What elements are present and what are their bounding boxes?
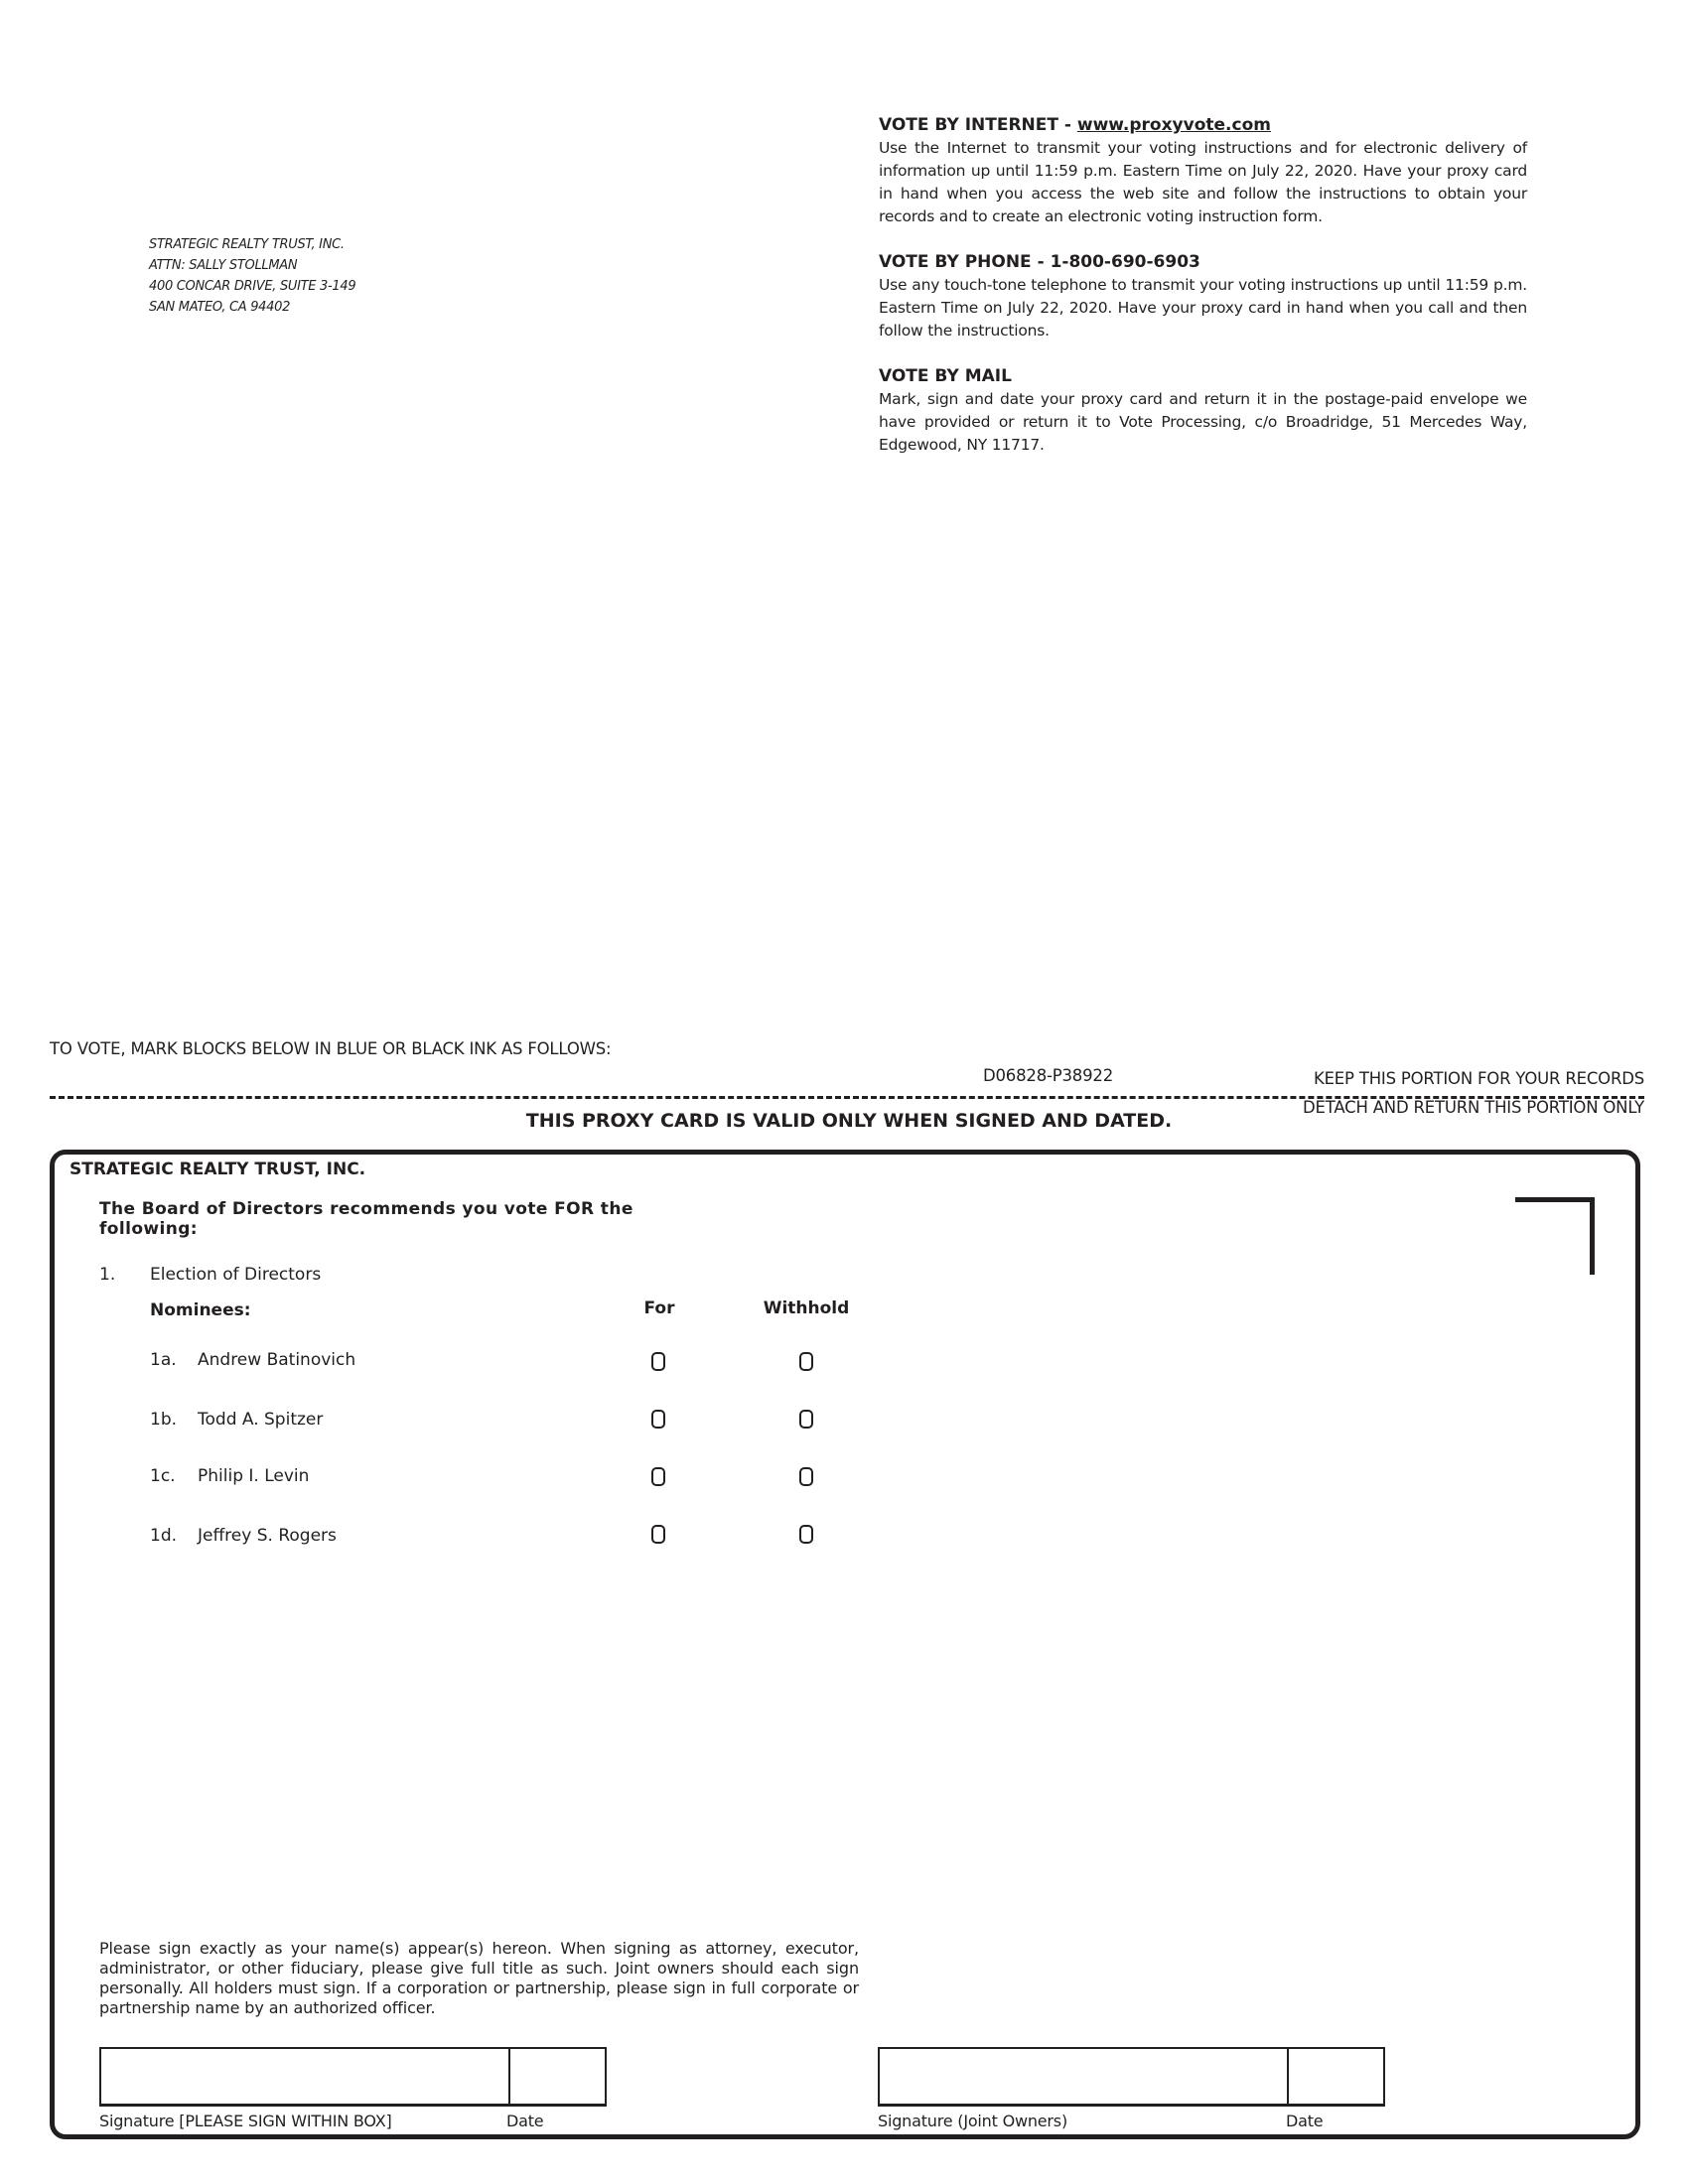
withhold-checkbox-1d[interactable]	[799, 1525, 813, 1544]
return-address	[149, 234, 355, 318]
nominee-number: 1b.	[150, 1410, 178, 1430]
signing-instructions: Please sign exactly as your name(s) appear(s) hereon. When signing as attorney, executor, administrator, or other fiduciary, please give full title as such. Joint owners should each sign personally. All holders must sign. If a corporation or partnership, please sign in full corporate or partnership name by an authorized officer.	[99, 1939, 859, 2017]
vote-phone-body: Use any touch-tone telephone to transmit your voting instructions up until 11:59 p.m. Eastern Time on July 22, 2020. Have your proxy card in hand when you call and then follow the instructions.	[879, 276, 1527, 340]
withhold-column-heading: Withhold	[763, 1298, 850, 1318]
for-checkbox-1b[interactable]	[651, 1410, 665, 1429]
board-recommendation: The Board of Directors recommends you vote FOR the following:	[99, 1199, 633, 1239]
date-field[interactable]	[510, 2049, 605, 2104]
vote-mail-body: Mark, sign and date your proxy card and return it in the postage-paid envelope we have provided or return it to Vote Processing, c/o Broadridge, 51 Mercedes Way, Edgewood, NY 11717.	[879, 390, 1527, 454]
vote-by-phone-section	[879, 252, 1527, 342]
vote-by-internet-section	[879, 115, 1527, 228]
proposal-label: Election of Directors	[150, 1265, 322, 1285]
card-company-name: STRATEGIC REALTY TRUST, INC.	[70, 1160, 366, 1179]
nominee-name: Andrew Batinovich	[198, 1350, 356, 1370]
withhold-checkbox-1a[interactable]	[799, 1352, 813, 1371]
withhold-checkbox-1c[interactable]	[799, 1467, 813, 1486]
for-checkbox-1d[interactable]	[651, 1525, 665, 1544]
joint-signature-label: Signature (Joint Owners)	[878, 2112, 1067, 2130]
for-column-heading: For	[643, 1298, 675, 1318]
signature-field[interactable]	[101, 2049, 510, 2104]
nominee-number: 1d.	[150, 1526, 178, 1546]
signature-label: Signature [PLEASE SIGN WITHIN BOX]	[99, 2112, 392, 2130]
vote-internet-heading-text: VOTE BY INTERNET -	[879, 115, 1077, 135]
control-code: D06828-P38922	[983, 1066, 1113, 1085]
corner-mark	[1515, 1197, 1595, 1275]
nominee-number: 1a.	[150, 1350, 177, 1370]
joint-date-label: Date	[1286, 2112, 1324, 2130]
nominee-number: 1c.	[150, 1466, 176, 1486]
joint-signature-box	[878, 2047, 1385, 2107]
for-checkbox-1a[interactable]	[651, 1352, 665, 1371]
joint-signature-field[interactable]	[880, 2049, 1289, 2104]
return-address-line: 400 CONCAR DRIVE, SUITE 3-149	[149, 279, 356, 294]
nominees-heading: Nominees:	[150, 1300, 251, 1320]
detach-portion-label: DETACH AND RETURN THIS PORTION ONLY	[1303, 1098, 1644, 1117]
joint-date-field[interactable]	[1289, 2049, 1383, 2104]
vote-by-mail-section	[879, 366, 1527, 457]
signature-box	[99, 2047, 607, 2107]
keep-portion-label: KEEP THIS PORTION FOR YOUR RECORDS	[1313, 1069, 1644, 1088]
vote-internet-body: Use the Internet to transmit your voting instructions and for electronic delivery of information up until 11:59 p.m. Eastern Time on July 22, 2020. Have your proxy card in hand when you access the web site and follow the instructions to obtain your records and to create an electronic voting instruction form.	[879, 139, 1527, 225]
return-address-line: SAN MATEO, CA 94402	[149, 300, 291, 315]
nominee-name: Todd A. Spitzer	[198, 1410, 324, 1430]
proposal-number: 1.	[99, 1265, 116, 1285]
withhold-checkbox-1b[interactable]	[799, 1410, 813, 1429]
nominee-name: Philip I. Levin	[198, 1466, 310, 1486]
vote-mail-heading: VOTE BY MAIL	[879, 366, 1012, 386]
vote-internet-heading	[879, 115, 1527, 135]
valid-notice: THIS PROXY CARD IS VALID ONLY WHEN SIGNED AND DATED.	[525, 1110, 1173, 1132]
date-label: Date	[506, 2112, 544, 2130]
return-address-line: ATTN: SALLY STOLLMAN	[149, 258, 298, 273]
return-address-line: STRATEGIC REALTY TRUST, INC.	[149, 237, 345, 252]
vote-phone-heading: VOTE BY PHONE - 1-800-690-6903	[879, 252, 1200, 272]
for-checkbox-1c[interactable]	[651, 1467, 665, 1486]
mark-instruction: TO VOTE, MARK BLOCKS BELOW IN BLUE OR BLACK INK AS FOLLOWS:	[50, 1039, 612, 1058]
proxyvote-link[interactable]: www.proxyvote.com	[1076, 115, 1271, 135]
nominee-name: Jeffrey S. Rogers	[198, 1526, 337, 1546]
